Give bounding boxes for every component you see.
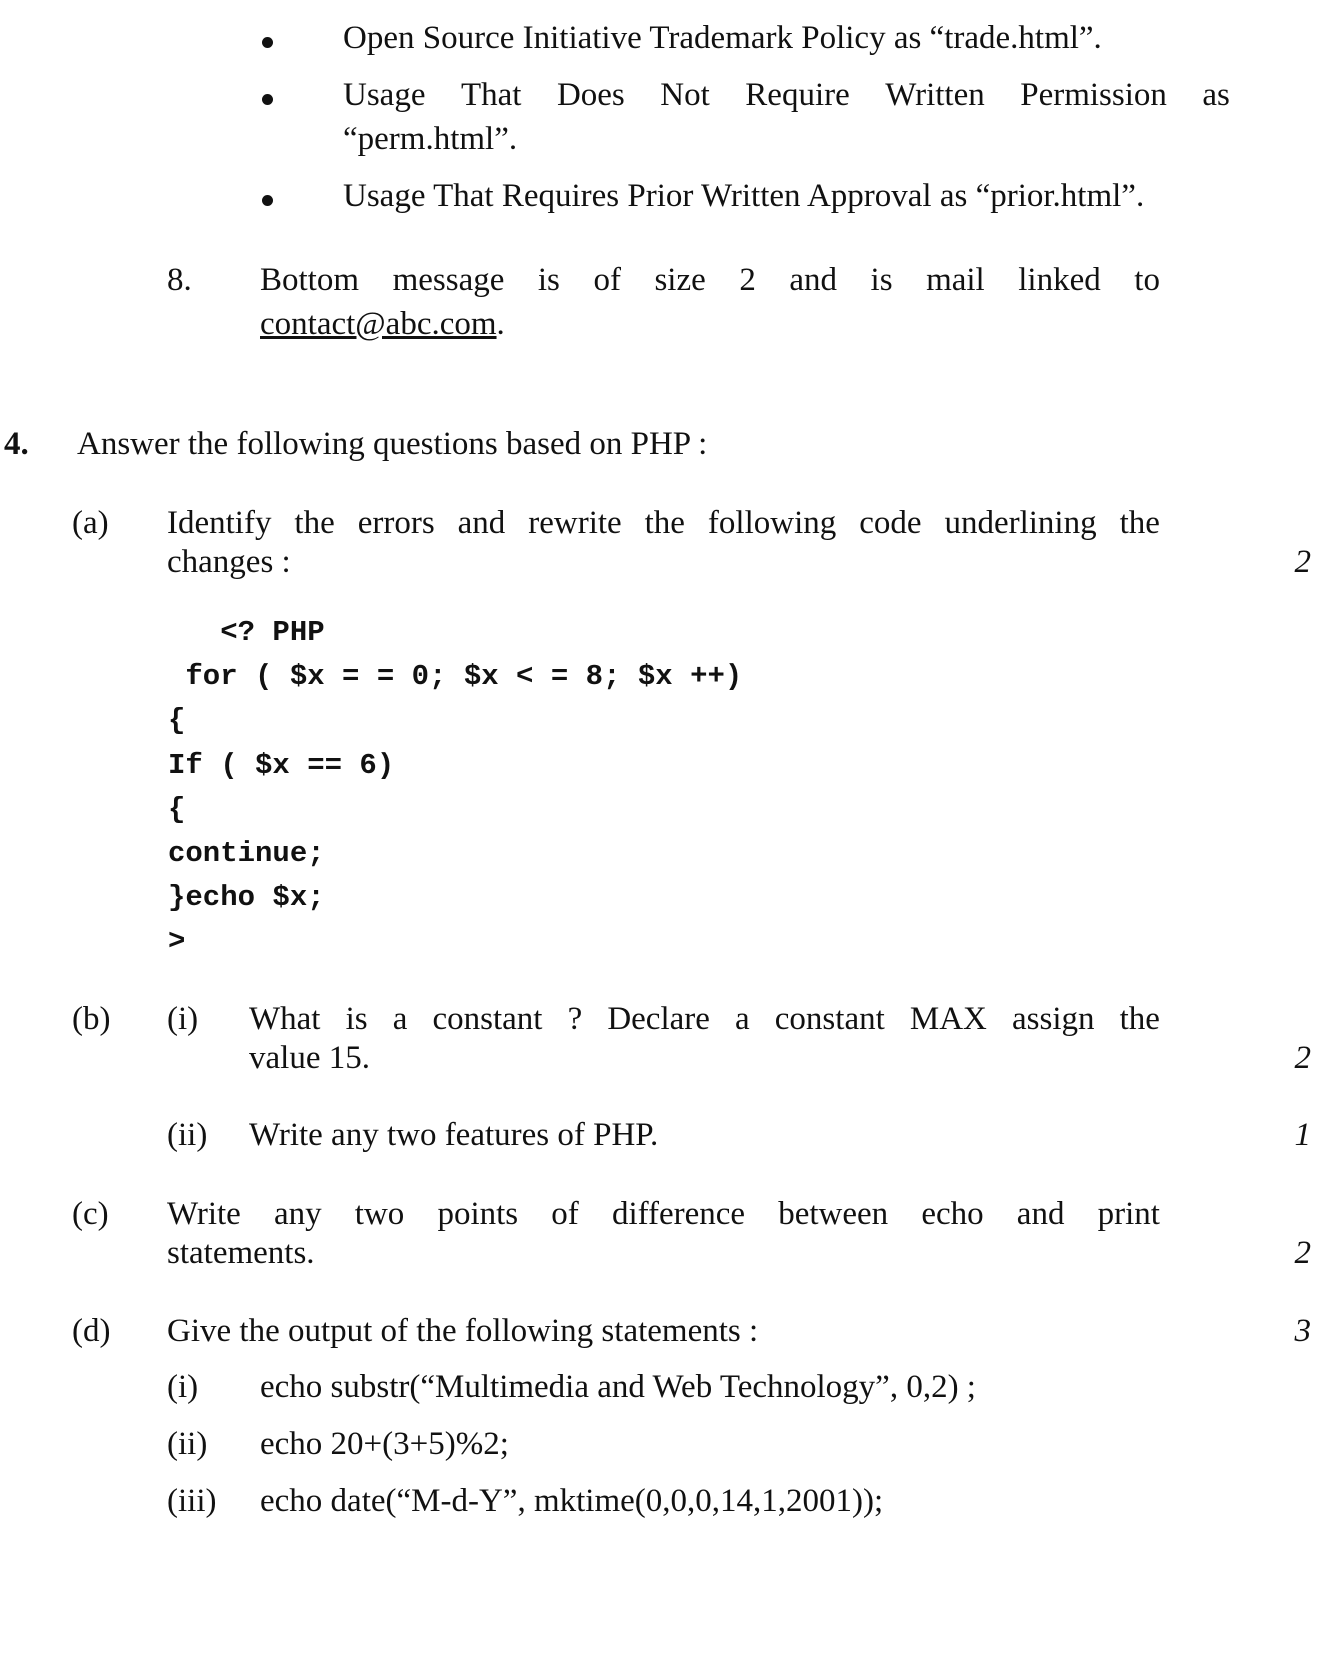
part-a-label: (a) [72,505,109,541]
part-a-marks: 2 [1294,544,1311,580]
code-line: continue; [168,837,325,870]
code-line: { [168,704,186,737]
code-line: <? PHP [168,616,325,649]
part-b-i-label: (i) [167,1001,199,1037]
part-b-i-marks: 2 [1294,1040,1311,1076]
part-d-ii-label: (ii) [167,1426,208,1462]
bullet-item-perm-line1: Usage That Does Not Require Written Permission as [343,77,1230,113]
part-a-line1: Identify the errors and rewrite the following code underlining the [167,505,1160,541]
question-number-4: 4. [4,426,29,462]
item-number-8: 8. [167,262,192,298]
bullet-item-perm-line2: “perm.html”. [343,121,518,157]
item8-line1: Bottom message is of size 2 and is mail linked to [260,262,1160,298]
part-c-line1: Write any two points of difference between echo and print [167,1196,1160,1232]
part-b-ii-label: (ii) [167,1117,208,1153]
part-b-i-line2: value 15. [249,1040,370,1076]
part-b-i-line1: What is a constant ? Declare a constant MAX assign the [249,1001,1160,1037]
part-d-iii-text: echo date(“M-d-Y”, mktime(0,0,0,14,1,2001)); [260,1483,884,1519]
part-c-label: (c) [72,1196,109,1232]
code-line: If ( $x == 6) [168,749,395,782]
bullet-icon [262,37,273,48]
part-d-label: (d) [72,1313,111,1349]
part-d-ii-text: echo 20+(3+5)%2; [260,1426,509,1462]
item8-line2: contact@abc.com. [260,306,505,342]
contact-email-link[interactable]: contact@abc.com [260,306,497,342]
bullet-item-prior: Usage That Requires Prior Written Approval as “prior.html”. [343,178,1145,214]
bullet-item-trade: Open Source Initiative Trademark Policy as “trade.html”. [343,20,1102,56]
bullet-icon [262,195,273,206]
code-line: for ( $x = = 0; $x < = 8; $x ++) [168,660,743,693]
question4-title: Answer the following questions based on PHP : [77,426,708,462]
part-a-line2: changes : [167,544,291,580]
code-line: }echo $x; [168,881,325,914]
part-c-line2: statements. [167,1235,315,1271]
part-d-marks: 3 [1294,1313,1311,1349]
part-d-i-text: echo substr(“Multimedia and Web Technology”, 0,2) ; [260,1369,976,1405]
part-b-label: (b) [72,1001,111,1037]
part-b-ii-text: Write any two features of PHP. [249,1117,659,1153]
part-c-marks: 2 [1294,1235,1311,1271]
code-line: > [168,925,186,958]
bullet-icon [262,94,273,105]
part-d-iii-label: (iii) [167,1483,217,1519]
part-b-ii-marks: 1 [1294,1117,1311,1153]
part-d-i-label: (i) [167,1369,199,1405]
part-d-text: Give the output of the following statements : [167,1313,759,1349]
code-line: { [168,793,186,826]
